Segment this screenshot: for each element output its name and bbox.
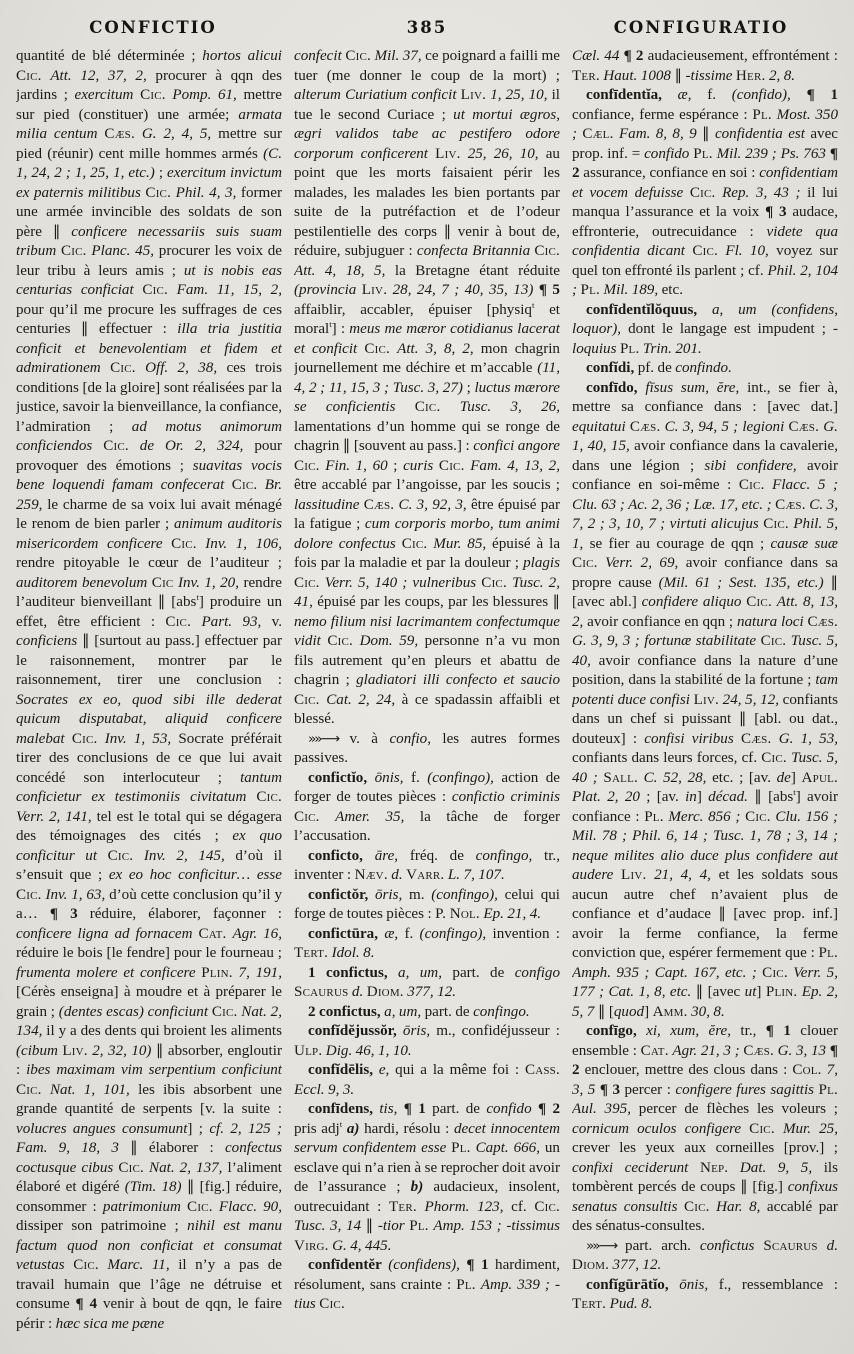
dictionary-entry: confĭdi, pf. de confindo. (586, 360, 732, 376)
dictionary-entry: confictūra, æ, f. (confingo), invention : Tert. Idol. 8. (294, 925, 560, 961)
dictionary-entry: confĭdĕjussŏr, ōris, m., confidéjusseur : Ulp. Dig. 46, 1, 10. (294, 1023, 560, 1059)
dictionary-entry: confictĭo, ōnis, f. (confingo), action de forger de toutes pièces : confictio criminis Cic. Amer. 35, la tâche de forger l’accusation. (294, 769, 560, 844)
arrow-icon: »»⟶ (586, 1237, 617, 1254)
dictionary-entry: conficto, āre, fréq. de confingo, tr., inventer : Næv. d. Varr. L. 7, 107. (294, 847, 560, 883)
dictionary-entry: 1 confictus, a, um, part. de configo Scaurus d. Diom. 377, 12. (294, 964, 560, 1000)
dictionary-entry: confĭgūrātĭo, ōnis, f., ressemblance : Tert. Pud. 8. (572, 1276, 838, 1312)
column-2 (294, 47, 560, 1341)
dictionary-entry: confīdentĭa, æ, f. (confido), ¶ 1 confiance, ferme espérance : Pl. Most. 350 ; Cæl. Fam. 8, 8, 9 ∥ confidentia est avec prop. inf. = confido Pl. Mil. 239 ; Ps. 763 ¶ 2 assurance, confiance en soi : confidentiam et vocem defuisse Cic. Rep. 3, 43 ; il lui manqua l’assurance et la voix ¶ 3 audace, effronterie, outrecuidance : videte qua confidentia dicant Cic. Fl. 10, voyez sur quel ton effronté ils parlent ; cf. Phil. 2, 104 ; Pl. Mil. 189, etc. (572, 87, 838, 298)
dictionary-entry: confīdo, fīsus sum, ĕre, int., se fier à, mettre sa confiance dans : [avec dat.] equitatui Cæs. C. 3, 94, 5 ; legioni Cæs. G. 1, 40, 15, avoir confiance dans la cavalerie, dans une légion ; sibi confidere, avoir confiance en soi-même : Cic. Flacc. 5 ; Clu. 63 ; Ac. 2, 36 ; Læ. 17, etc. ; Cæs. C. 3, 7, 2 ; 3, 10, 7 ; virtuti alicujus Cic. Phil. 5, 1, se fier au courage de qqn ; causæ suæ Cic. Verr. 2, 69, avoir confiance dans sa propre cause (Mil. 61 ; Sest. 135, etc.) ∥ [avec abl.] confidere aliquo Cic. Att. 8, 13, 2, avoir confiance en qqn ; natura loci Cæs. G. 3, 9, 3 ; fortunæ stabilitate Cic. Tusc. 5, 40, avoir confiance dans la nature d’une position, dans la stabilité de la fortune ; tam potenti duce confisi Liv. 24, 5, 12, confiants dans un chef si puissant ∥ [abl. ou dat., douteux] : confisi viribus Cæs. G. 1, 53, confiants dans leurs forces, cf. Cic. Tusc. 5, 40 ; Sall. C. 52, 28, etc. ; [av. de] Apul. Plat. 2, 20 ; [av. in] décad. ∥ [abs$^t$] avoir confiance : Pl. Merc. 856 ; Cic. Clu. 156 ; Mil. 78 ; Phil. 6, 14 ; Tusc. 1, 78 ; 3, 14 ; neque milites alio duce plus confidere aut audere Liv. 21, 4, 4, et les soldats sous aucun autre chef n’avaient plus de confiance et d’audace ∥ [avec prop. inf.] avoir la ferme confiance, la ferme conviction que, espérer fermement que : Pl. Amph. 935 ; Capt. 167, etc. ; Cic. Verr. 5, 177 ; Cat. 1, 8, etc. ∥ [avec ut] Plin. Ep. 2, 5, 7 ∥ [quod] Amm. 30, 8. (572, 379, 838, 1020)
dictionary-entry: confīdentĭlŏquus, a, um (confidens, loquor), dont le langage est impudent ; -loquius Pl. Trin. 201. (572, 301, 838, 357)
continuation-paragraph: confecit Cic. Mil. 37, ce poignard a failli me tuer (me donner le coup de la mort) ; alterum Curiatium conficit Liv. 1, 25, 10, il tue le second Curiace ; ut mortui ægros, ægri validos tabe ac pestifero odore corporum conficerent Liv. 25, 26, 10, au point que les morts faisaient périr les malades, les malades les bien portants par suite de la putréfaction et de l’odeur pestilentielle des corps ∥ venir à bout de, réduire, subjuguer : confecta Britannia Cic. Att. 4, 18, 5, la Bretagne étant réduite (provincia Liv. 28, 24, 7 ; 40, 35, 13) ¶ 5 affaiblir, accabler, épuiser [physiq$^t$ et moral$^t$] : meus me mæror cotidianus lacerat et conficit Cic. Att. 3, 8, 2, mon chagrin journellement me déchire et m’accable (11, 4, 2 ; 11, 15, 3 ; Tusc. 3, 27) ; luctus mærore se conficientis Cic. Tusc. 3, 26, lamentations d’un homme qui se ronge de chagrin ∥ [souvent au pass.] : confici angore Cic. Fin. 1, 60 ; curis Cic. Fam. 4, 13, 2, être accablé par l’angoisse, par les soucis ; lassitudine Cæs. C. 3, 92, 3, être épuisé par la fatigue ; cum corporis morbo, tum animi dolore confectus Cic. Mur. 85, épuisé à la fois par la maladie et par la douleur ; plagis Cic. Verr. 5, 140 ; vulneribus Cic. Tusc. 2, 41, épuisé par les coups, par les blessures ∥ nemo filium nisi lacrimantem confectumque vidit Cic. Dom. 59, personne n’a vu mon fils autrement qu’en pleurs et abattu de chagrin ; gladiatori illi confecto et saucio Cic. Cat. 2, 24, à ce spadassin affaibli et blessé. (294, 48, 560, 727)
dictionary-entry: confictŏr, ōris, m. (confingo), celui qui forge de toutes pièces : P. Nol. Ep. 21, 4. (294, 886, 560, 922)
page-header (16, 18, 838, 37)
dictionary-entry: confĭdēlis, e, qui a la même foi : Cass. Eccl. 9, 3. (294, 1062, 560, 1098)
dictionary-entry: confīdens, tis, ¶ 1 part. de confido ¶ 2 pris adj$^t$ a) hardi, résolu : decet innocentem servum confidentem esse Pl. Capt. 666, un esclave qui n’a rien à se reprocher doit avoir de l’assurance ; b) audacieux, insolent, outrecuidant : Ter. Phorm. 123, cf. Cic. Tusc. 3, 14 ∥ -tior Pl. Amp. 153 ; -tissimus Virg. G. 4, 445. (294, 1101, 560, 1254)
running-head-right: CONFIGURATIO (613, 18, 789, 37)
continuation-paragraph: Cæl. 44 ¶ 2 audacieusement, effrontément : Ter. Haut. 1008 ∥ -tissime Her. 2, 8. (572, 48, 838, 84)
remark-paragraph: »»⟶ v. à confio, les autres formes passives. (294, 730, 560, 766)
dictionary-entry: 2 confictus, a, um, part. de confingo. (308, 1003, 530, 1020)
remark-paragraph: »»⟶ part. arch. confictus Scaurus d. Diom. 377, 12. (572, 1237, 838, 1273)
dictionary-entry: confīgo, xi, xum, ĕre, tr., ¶ 1 clouer ensemble : Cat. Agr. 21, 3 ; Cæs. G. 3, 13 ¶ 2 enclouer, mettre des clous dans : Col. 7, 3, 5 ¶ 3 percer : configere fures sagittis Pl. Aul. 395, percer de flèches les voleurs ; cornicum oculos configere Cic. Mur. 25, crever les yeux aux corneilles [prov.] ; confixi ceciderunt Nep. Dat. 9, 5, ils tombèrent percés de coups ∥ [fig.] confixus senatus consultis Cic. Har. 8, accablé par des sénatus-consultes. (572, 1023, 838, 1234)
dictionary-entry: confīdentĕr (confidens), ¶ 1 hardiment, résolument, sans crainte : Pl. Amp. 339 ; -tius Cic. (294, 1257, 560, 1312)
column-1 (16, 47, 282, 1341)
running-head-left: CONFICTIO (89, 18, 217, 37)
column-3 (572, 47, 838, 1341)
arrow-icon: »»⟶ (308, 730, 339, 747)
continuation-paragraph: quantité de blé déterminée ; hortos alicui Cic. Att. 12, 37, 2, procurer à qqn des jardins ; exercitum Cic. Pomp. 61, mettre sur pied (constituer) une armée; armata milia centum Cæs. G. 2, 4, 5, mettre sur pied (réunir) cent mille hommes armés (C. 1, 24, 2 ; 1, 25, 1, etc.) ; exercitum invictum ex paternis militibus Cic. Phil. 4, 3, former une armée invincible des soldats de son père ∥ conficere necessariis suis suam tribum Cic. Planc. 45, procurer les voix de leur tribu à leurs amis ; ut is nobis eas centurias conficiat Cic. Fam. 11, 15, 2, pour qu’il me procure les suffrages de ces centuries ∥ effectuer : illa tria justitia conficit et benevolentiam et fidem et admirationem Cic. Off. 2, 38, ces trois conditions [de la gloire] sont réalisées par la justice, savoir la bienveillance, la confiance, l’admiration ; ad motus animorum conficiendos Cic. de Or. 2, 324, pour provoquer des émotions ; suavitas vocis bene loquendi famam confecerat Cic. Br. 259, le charme de sa voix lui avait ménagé le renom de bien parler ; animum auditoris misericordem conficere Cic. Inv. 1, 106, rendre pitoyable le cœur de l’auditeur ; auditorem benevolum Cic Inv. 1, 20, rendre l’auditeur bienveillant ∥ [abs$^t$] produire un effet, être efficient : Cic. Part. 93, v. conficiens ∥ [surtout au pass.] effectuer par le raisonnement, montrer par le raisonnement, tirer une conclusion : Socrates ex eo, quod sibi ille dederat quicum disputabat, aliquid conficere malebat Cic. Inv. 1, 53, Socrate préférait tirer des conclusions de ce que lui avait concédé son interlocuteur ; tantum conficietur ex testimoniis civitatum Cic. Verr. 2, 141, tel est le total qui se dégagera des témoignages des cités ; ex quo conficitur ut Cic. Inv. 2, 145, d’où il s’ensuit que ; ex eo hoc conficitur… esse Cic. Inv. 1, 63, d’où cette conclusion qu’il y a… ¶ 3 réduire, élaborer, façonner : conficere ligna ad fornacem Cat. Agr. 16, réduire le bois [le fendre] pour le fourneau ; frumenta molere et conficere Plin. 7, 191, [Cérès enseigna] à moudre et à préparer le grain ; (dentes escas) conficiunt Cic. Nat. 2, 134, il y a des dents qui broient les aliments (cibum Liv. 2, 32, 10) ∥ absorber, engloutir : ibes maximam vim serpentium conficiunt Cic. Nat. 1, 101, les ibis absorbent une grande quantité de serpents [v. la suite : volucres angues consumunt] ; cf. 2, 125 ; Fam. 9, 18, 3 ∥ élaborer : confectus coctusque cibus Cic. Nat. 2, 137, l’aliment élaboré et digéré (Tim. 18) ∥ [fig.] réduire, consommer : patrimonium Cic. Flacc. 90, dissiper son patrimoine ; nihil est manu factum quod non conficiat et consumat vetustas Cic. Marc. 11, il n’y a pas de travail humain que l’âge ne détruise et consume ¶ 4 venir à bout de qqn, le faire périr : hæc sica me pæne (16, 48, 282, 1332)
page-number: 385 (406, 18, 448, 37)
text-columns (16, 47, 838, 1341)
